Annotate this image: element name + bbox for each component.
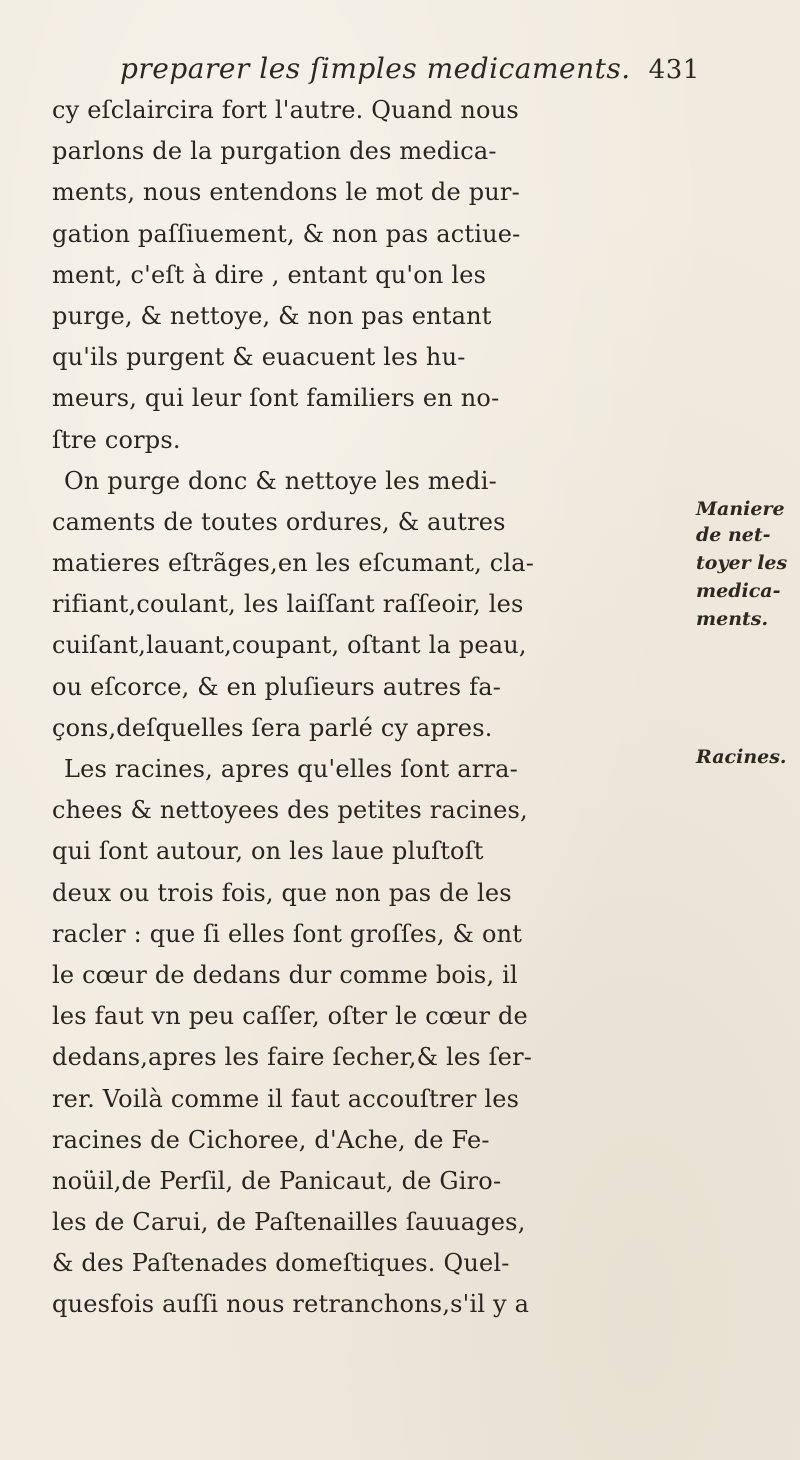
text-line: purge, & nettoye, & non pas entant: [52, 301, 492, 330]
text-line: cuiſant,lauant,coupant, oſtant la peau,: [52, 631, 527, 660]
text-line: ou eſcorce, & en pluſieurs autres fa-: [52, 672, 502, 701]
text-line: cy eſclaircira fort l'autre. Quand nous: [52, 96, 519, 124]
text-line: rer. Voilà comme il faut accouſtrer les: [52, 1084, 520, 1113]
text-line: racler : que ſi elles ſont groſſes, & ont: [52, 919, 523, 948]
text-line: quesfois auſſi nous retranchons,s'il y a: [52, 1290, 530, 1319]
margin-note: toyer les: [696, 552, 788, 574]
margin-note: Maniere: [696, 498, 785, 520]
text-line: ment, c'eſt à dire , entant qu'on les: [52, 260, 487, 289]
text-line: caments de toutes ordures, & autres: [52, 507, 506, 536]
running-title: preparer les ſimples medicaments.: [120, 52, 631, 85]
text-line: chees & nettoyees des petites racines,: [52, 796, 528, 825]
text-line: racines de Cichoree, d'Ache, de Fe-: [52, 1125, 490, 1154]
text-line: matieres eſtrãges,en les eſcumant, cla-: [52, 549, 535, 578]
margin-note: de net-: [696, 524, 771, 546]
text-line: deux ou trois fois, que non pas de les: [52, 878, 512, 907]
text-line: qui ſont autour, on les laue pluſtoſt: [52, 837, 484, 866]
text-line: & des Paſtenades domeſtiques. Quel-: [52, 1249, 510, 1278]
text-line: les faut vn peu caſſer, oſter le cœur de: [52, 1002, 528, 1031]
margin-note: ments.: [696, 608, 769, 630]
text-line: qu'ils purgent & euacuent les hu-: [52, 343, 466, 372]
text-line: On purge donc & nettoye les medi-: [64, 466, 497, 495]
text-line: noüil,de Perſil, de Panicaut, de Giro-: [52, 1166, 502, 1195]
text-line: rifiant,coulant, les laiſſant raſſeoir, les: [52, 590, 524, 619]
text-line: çons,deſquelles ſera parlé cy apres.: [52, 713, 493, 742]
text-line: ments, nous entendons le mot de pur-: [52, 178, 520, 207]
text-line: le cœur de dedans dur comme bois, il: [52, 960, 518, 989]
margin-note: Racines.: [696, 746, 787, 768]
text-line: Les racines, apres qu'elles ſont arra-: [64, 755, 518, 783]
text-line: parlons de la purgation des medica-: [52, 137, 497, 166]
text-line: dedans,apres les faire ſecher,& les ſer-: [52, 1043, 533, 1072]
running-head: [120, 52, 720, 92]
page-number: 431: [648, 55, 700, 85]
text-line: meurs, qui leur ſont familiers en no-: [52, 384, 500, 413]
text-line: les de Carui, de Paſtenailles ſauuages,: [52, 1208, 526, 1237]
text-line: ſtre corps.: [52, 425, 181, 454]
text-line: gation paſſiuement, & non pas actiue-: [52, 219, 521, 248]
margin-note: medica-: [696, 580, 781, 602]
body-text: [52, 90, 692, 1326]
